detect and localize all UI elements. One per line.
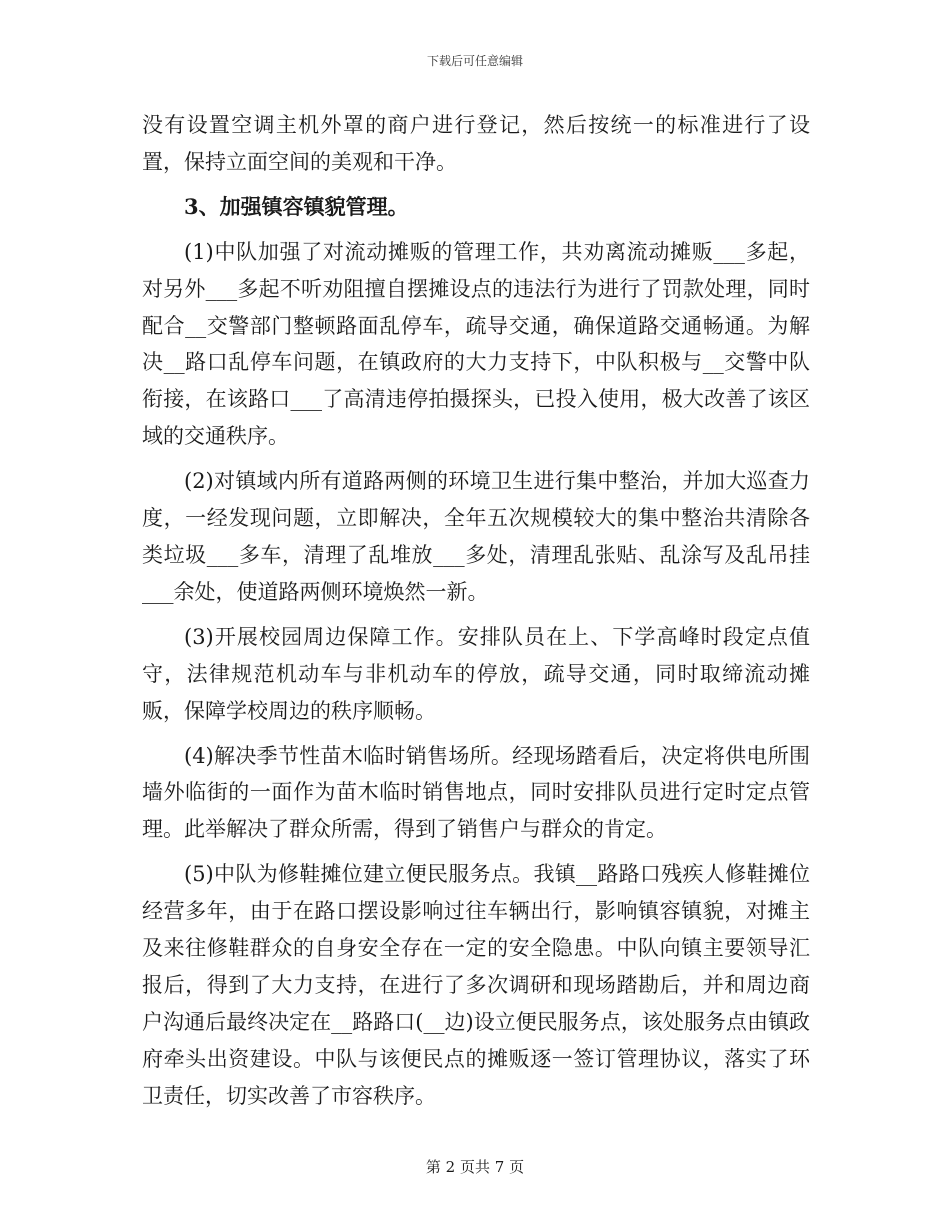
page-header: 下载后可任意编辑 [426, 54, 523, 68]
section-heading: 3、加强镇容镇貌管理。 [184, 193, 409, 219]
page-number-footer: 第 2 页共 7 页 [425, 1158, 525, 1176]
paragraph-item-2: (2)对镇域内所有道路两侧的环境卫生进行集中整治，并加大巡查力度，一经发现问题，立即解决，全年五次规模较大的集中整治共清除各类垃圾___多车，清理了乱堆放___多处，清理乱张贴、乱涂写及乱吊挂___余处，使道路两侧环境焕然一新。 [142, 469, 810, 604]
paragraph-item-1: (1)中队加强了对流动摊贩的管理工作，共劝离流动摊贩___多起，对另外___多起不听劝阻擅自摆摊设点的违法行为进行了罚款处理，同时配合__交警部门整顿路面乱停车，疏导交通，确保道路交通畅通。为解决__路口乱停车问题，在镇政府的大力支持下，中队积极与__交警中队衔接，在该路口___了高清违停拍摄探头，已投入使用，极大改善了该区域的交通秩序。 [142, 239, 810, 449]
paragraph-item-5: (5)中队为修鞋摊位建立便民服务点。我镇__路路口残疾人修鞋摊位经营多年，由于在路口摆设影响过往车辆出行，影响镇容镇貌，对摊主及来往修鞋群众的自身安全存在一定的安全隐患。中队向镇主要领导汇报后，得到了大力支持，在进行了多次调研和现场踏勘后，并和周边商户沟通后最终决定在__路路口(__边)设立便民服务点，该处服务点由镇政府牵头出资建设。中队与该便民点的摊贩逐一签订管理协议，落实了环卫责任，切实改善了市容秩序。 [142, 862, 810, 1108]
document-body [142, 107, 810, 1115]
paragraph-continuation: 没有设置空调主机外罩的商户进行登记，然后按统一的标准进行了设置，保持立面空间的美观和干净。 [142, 113, 810, 174]
paragraph-item-4: (4)解决季节性苗木临时销售场所。经现场踏看后，决定将供电所围墙外临街的一面作为苗木临时销售地点，同时安排队员进行定时定点管理。此举解决了群众所需，得到了销售户与群众的肯定。 [142, 743, 810, 842]
paragraph-item-3: (3)开展校园周边保障工作。安排队员在上、下学高峰时段定点值守，法律规范机动车与非机动车的停放，疏导交通，同时取缔流动摊贩，保障学校周边的秩序顺畅。 [142, 624, 810, 723]
